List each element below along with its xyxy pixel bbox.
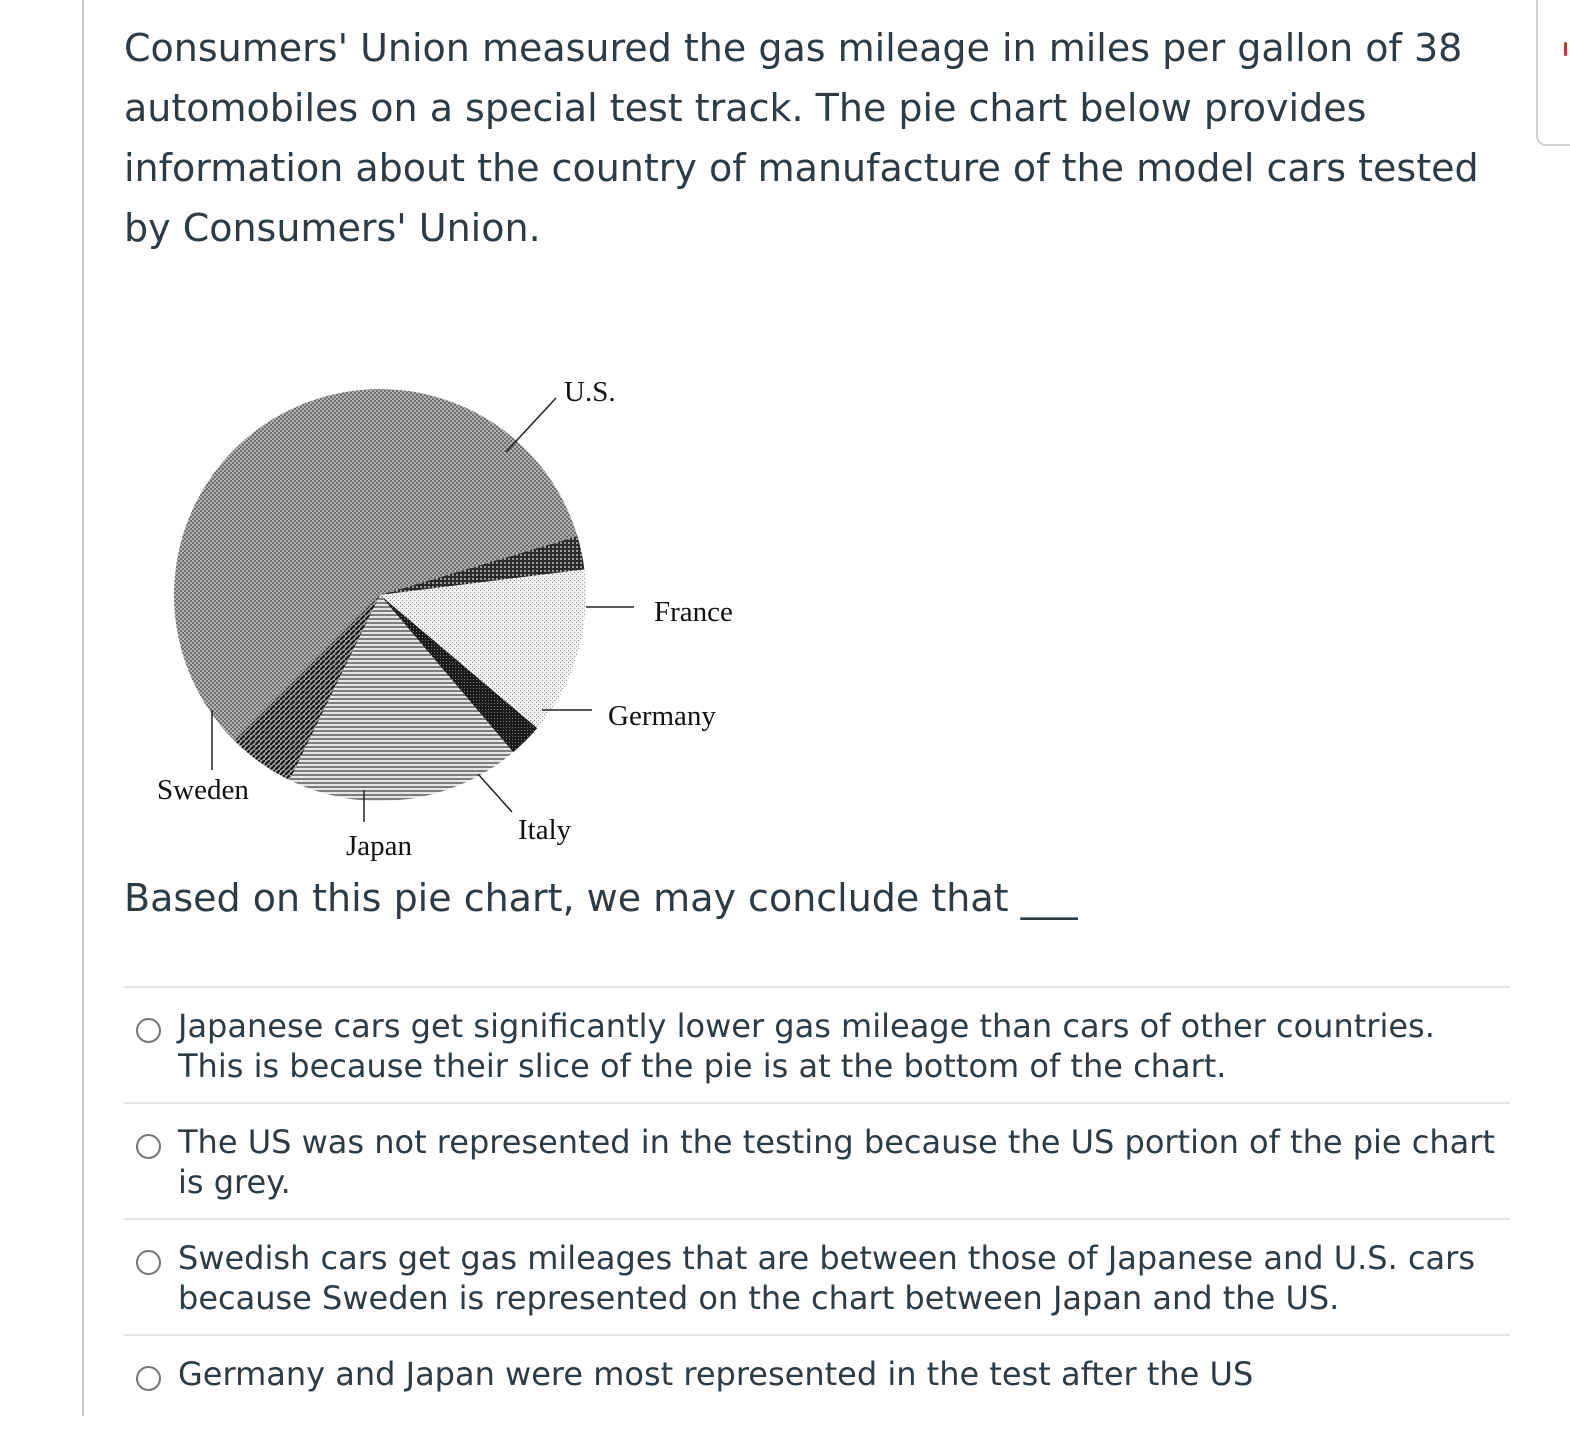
radio-button[interactable] bbox=[136, 1018, 161, 1043]
label-japan: Japan bbox=[346, 830, 413, 862]
answer-option[interactable] bbox=[124, 1334, 1510, 1450]
radio-button[interactable] bbox=[136, 1366, 161, 1391]
pie-chart-figure bbox=[140, 370, 780, 870]
answer-option[interactable] bbox=[124, 1218, 1510, 1334]
label-sweden: Sweden bbox=[157, 774, 249, 806]
answer-text: The US was not represented in the testing because the US portion of the pie chart is grey. bbox=[178, 1123, 1495, 1201]
label-france: France bbox=[654, 596, 733, 628]
label-us: U.S. bbox=[564, 376, 616, 408]
prompt-text: Based on this pie chart, we may conclude that ___ bbox=[124, 876, 1078, 920]
label-italy: Italy bbox=[518, 814, 572, 846]
content-left-border bbox=[82, 0, 84, 1416]
radio-button[interactable] bbox=[136, 1250, 161, 1275]
answer-text: Germany and Japan were most represented in the test after the US bbox=[178, 1355, 1254, 1393]
answer-option[interactable] bbox=[124, 1102, 1510, 1218]
flag-icon[interactable] bbox=[1564, 42, 1567, 56]
label-germany: Germany bbox=[608, 700, 716, 732]
side-panel-edge bbox=[1536, 0, 1570, 146]
answer-text: Swedish cars get gas mileages that are between those of Japanese and U.S. cars because Sweden is represented on the chart between Japan and the US. bbox=[178, 1239, 1475, 1317]
question-text: Consumers' Union measured the gas mileage in miles per gallon of 38 automobiles on a special test track. The pie chart below provides information about the country of manufacture of the model cars tested by Consumers' Union. bbox=[124, 26, 1479, 250]
answer-text: Japanese cars get significantly lower gas mileage than cars of other countries. This is because their slice of the pie is at the bottom of the chart. bbox=[178, 1007, 1435, 1085]
answer-list bbox=[124, 986, 1510, 1450]
answer-option[interactable] bbox=[124, 986, 1510, 1102]
radio-button[interactable] bbox=[136, 1134, 161, 1159]
pie-slices bbox=[174, 389, 586, 801]
